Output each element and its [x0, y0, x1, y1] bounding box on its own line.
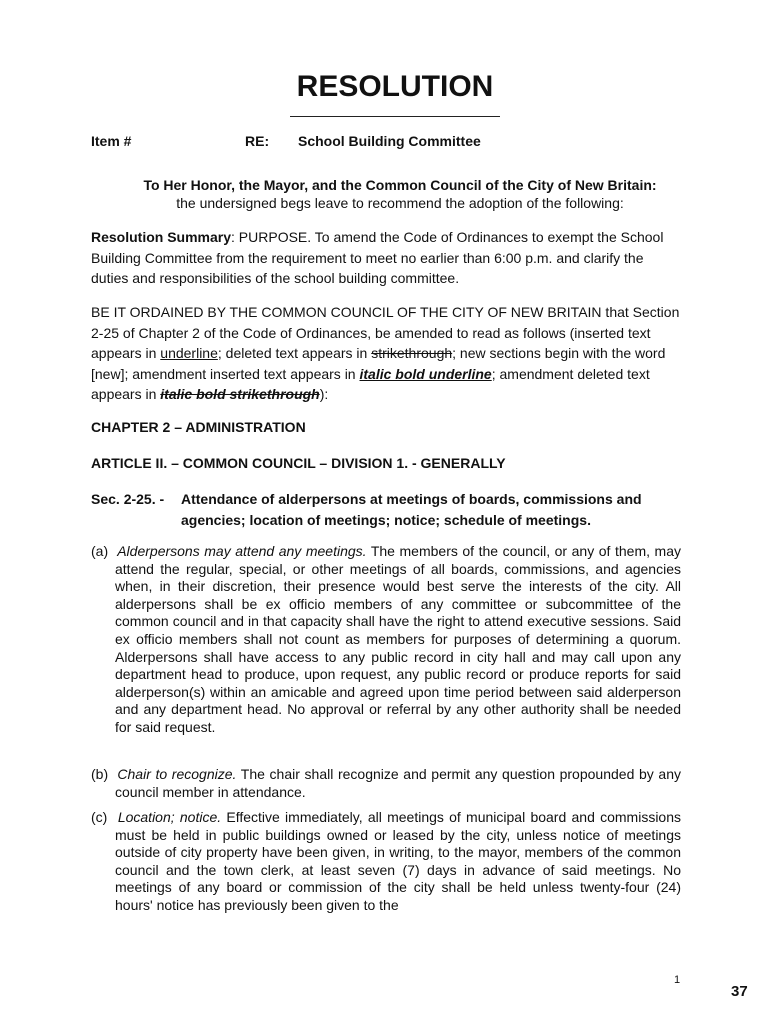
re-label: RE: — [245, 133, 270, 149]
subsection-b-text: The chair shall recognize and permit any question propounded by any council member in attendance. — [115, 766, 681, 800]
chapter-heading: CHAPTER 2 – ADMINISTRATION — [91, 419, 306, 435]
document-title: RESOLUTION — [296, 70, 494, 103]
ordained-text-1: BE IT ORDAINED BY THE COMMON COUNCIL OF THE CITY OF NEW BRITAIN that Section 2-25 of Chapter 2 of the Code of Ordinances, be amended to read as follows (inserted text appears in — [91, 304, 680, 361]
subsection-c-label: (c) — [91, 809, 108, 825]
ordained-text-5: ): — [319, 386, 329, 402]
subsection-b — [91, 766, 681, 801]
addressee-recommendation: the undersigned begs leave to recommend the adoption of the following: — [176, 195, 624, 211]
subsection-c — [91, 809, 681, 915]
article-heading: ARTICLE II. – COMMON COUNCIL – DIVISION 1. - GENERALLY — [91, 455, 506, 471]
ordained-text-4: ; amendment deleted text appears in — [91, 365, 650, 402]
strikethrough-example: strikethrough — [371, 345, 453, 361]
summary-text: : PURPOSE. To amend the Code of Ordinances to exempt the School Building Committee from the requirement to meet no earlier than 6:00 p.m. and clarify the duties and responsibilities of the school building committee. — [91, 229, 664, 286]
page-number: 1 — [674, 974, 681, 986]
section-number: Sec. 2-25. - — [91, 491, 165, 507]
subsection-a-heading: Alderpersons may attend any meetings. — [117, 543, 367, 559]
document-number: 37 — [731, 983, 748, 1000]
subsection-c-heading: Location; notice. — [117, 809, 222, 825]
underline-example: underline — [160, 345, 218, 361]
subsection-a — [91, 543, 681, 737]
summary-label: Resolution Summary — [91, 229, 232, 245]
ordained-text-3: ; new sections begin with the word [new]; amendment inserted text appears in — [91, 345, 666, 382]
title-underline-rule — [290, 116, 500, 117]
ordained-text-2: ; deleted text appears in — [217, 345, 372, 361]
subsection-a-text: The members of the council, or any of them, may attend the regular, special, or other meetings of all boards, commissions, and agencies when, in their discretion, their presence would best serve the interests of the city. All alderpersons shall be ex officio members of any committee or subcommittee of the common council and in that capacity shall have the right to attend executive sessions. Said ex officio members shall not count as members for purposes of determining a quorum. Alderpersons shall have access to any public record in city hall and may call upon any department head to produce, upon request, any public record or produce reports for said alderperson(s) within an amicable and agreed upon time period between said alderperson and any department head. No approval or referral by any other authority shall be needed for said request. — [115, 543, 681, 735]
italic-bold-underline-example: italic bold underline — [359, 365, 492, 382]
re-subject: School Building Committee — [298, 133, 481, 149]
italic-bold-strikethrough-example: italic bold strikethrough — [160, 386, 320, 402]
section-title: Attendance of alderpersons at meetings of boards, commissions and agencies; location of meetings; notice; schedule of meetings. — [181, 491, 642, 528]
addressee-block — [70, 176, 730, 212]
subsection-a-label: (a) — [91, 543, 109, 559]
subsection-c-text: Effective immediately, all meetings of municipal board and commissions must be held in public buildings owned or leased by the city, unless notice of meetings outside of city property have been given, in writing, to the mayor, members of the common council and the town clerk, at least seven (7) days in advance of said meetings. No meetings of any board or commission of the city shall be held unless twenty-four (24) hours' notice has previously been given to the — [115, 809, 681, 913]
resolution-summary — [91, 227, 681, 289]
ordained-paragraph — [91, 302, 681, 405]
item-number-label: Item # — [91, 133, 132, 149]
subsection-b-label: (b) — [91, 766, 109, 782]
subsection-b-heading: Chair to recognize. — [117, 766, 237, 782]
addressee-salutation: To Her Honor, the Mayor, and the Common Council of the City of New Britain: — [143, 177, 657, 193]
